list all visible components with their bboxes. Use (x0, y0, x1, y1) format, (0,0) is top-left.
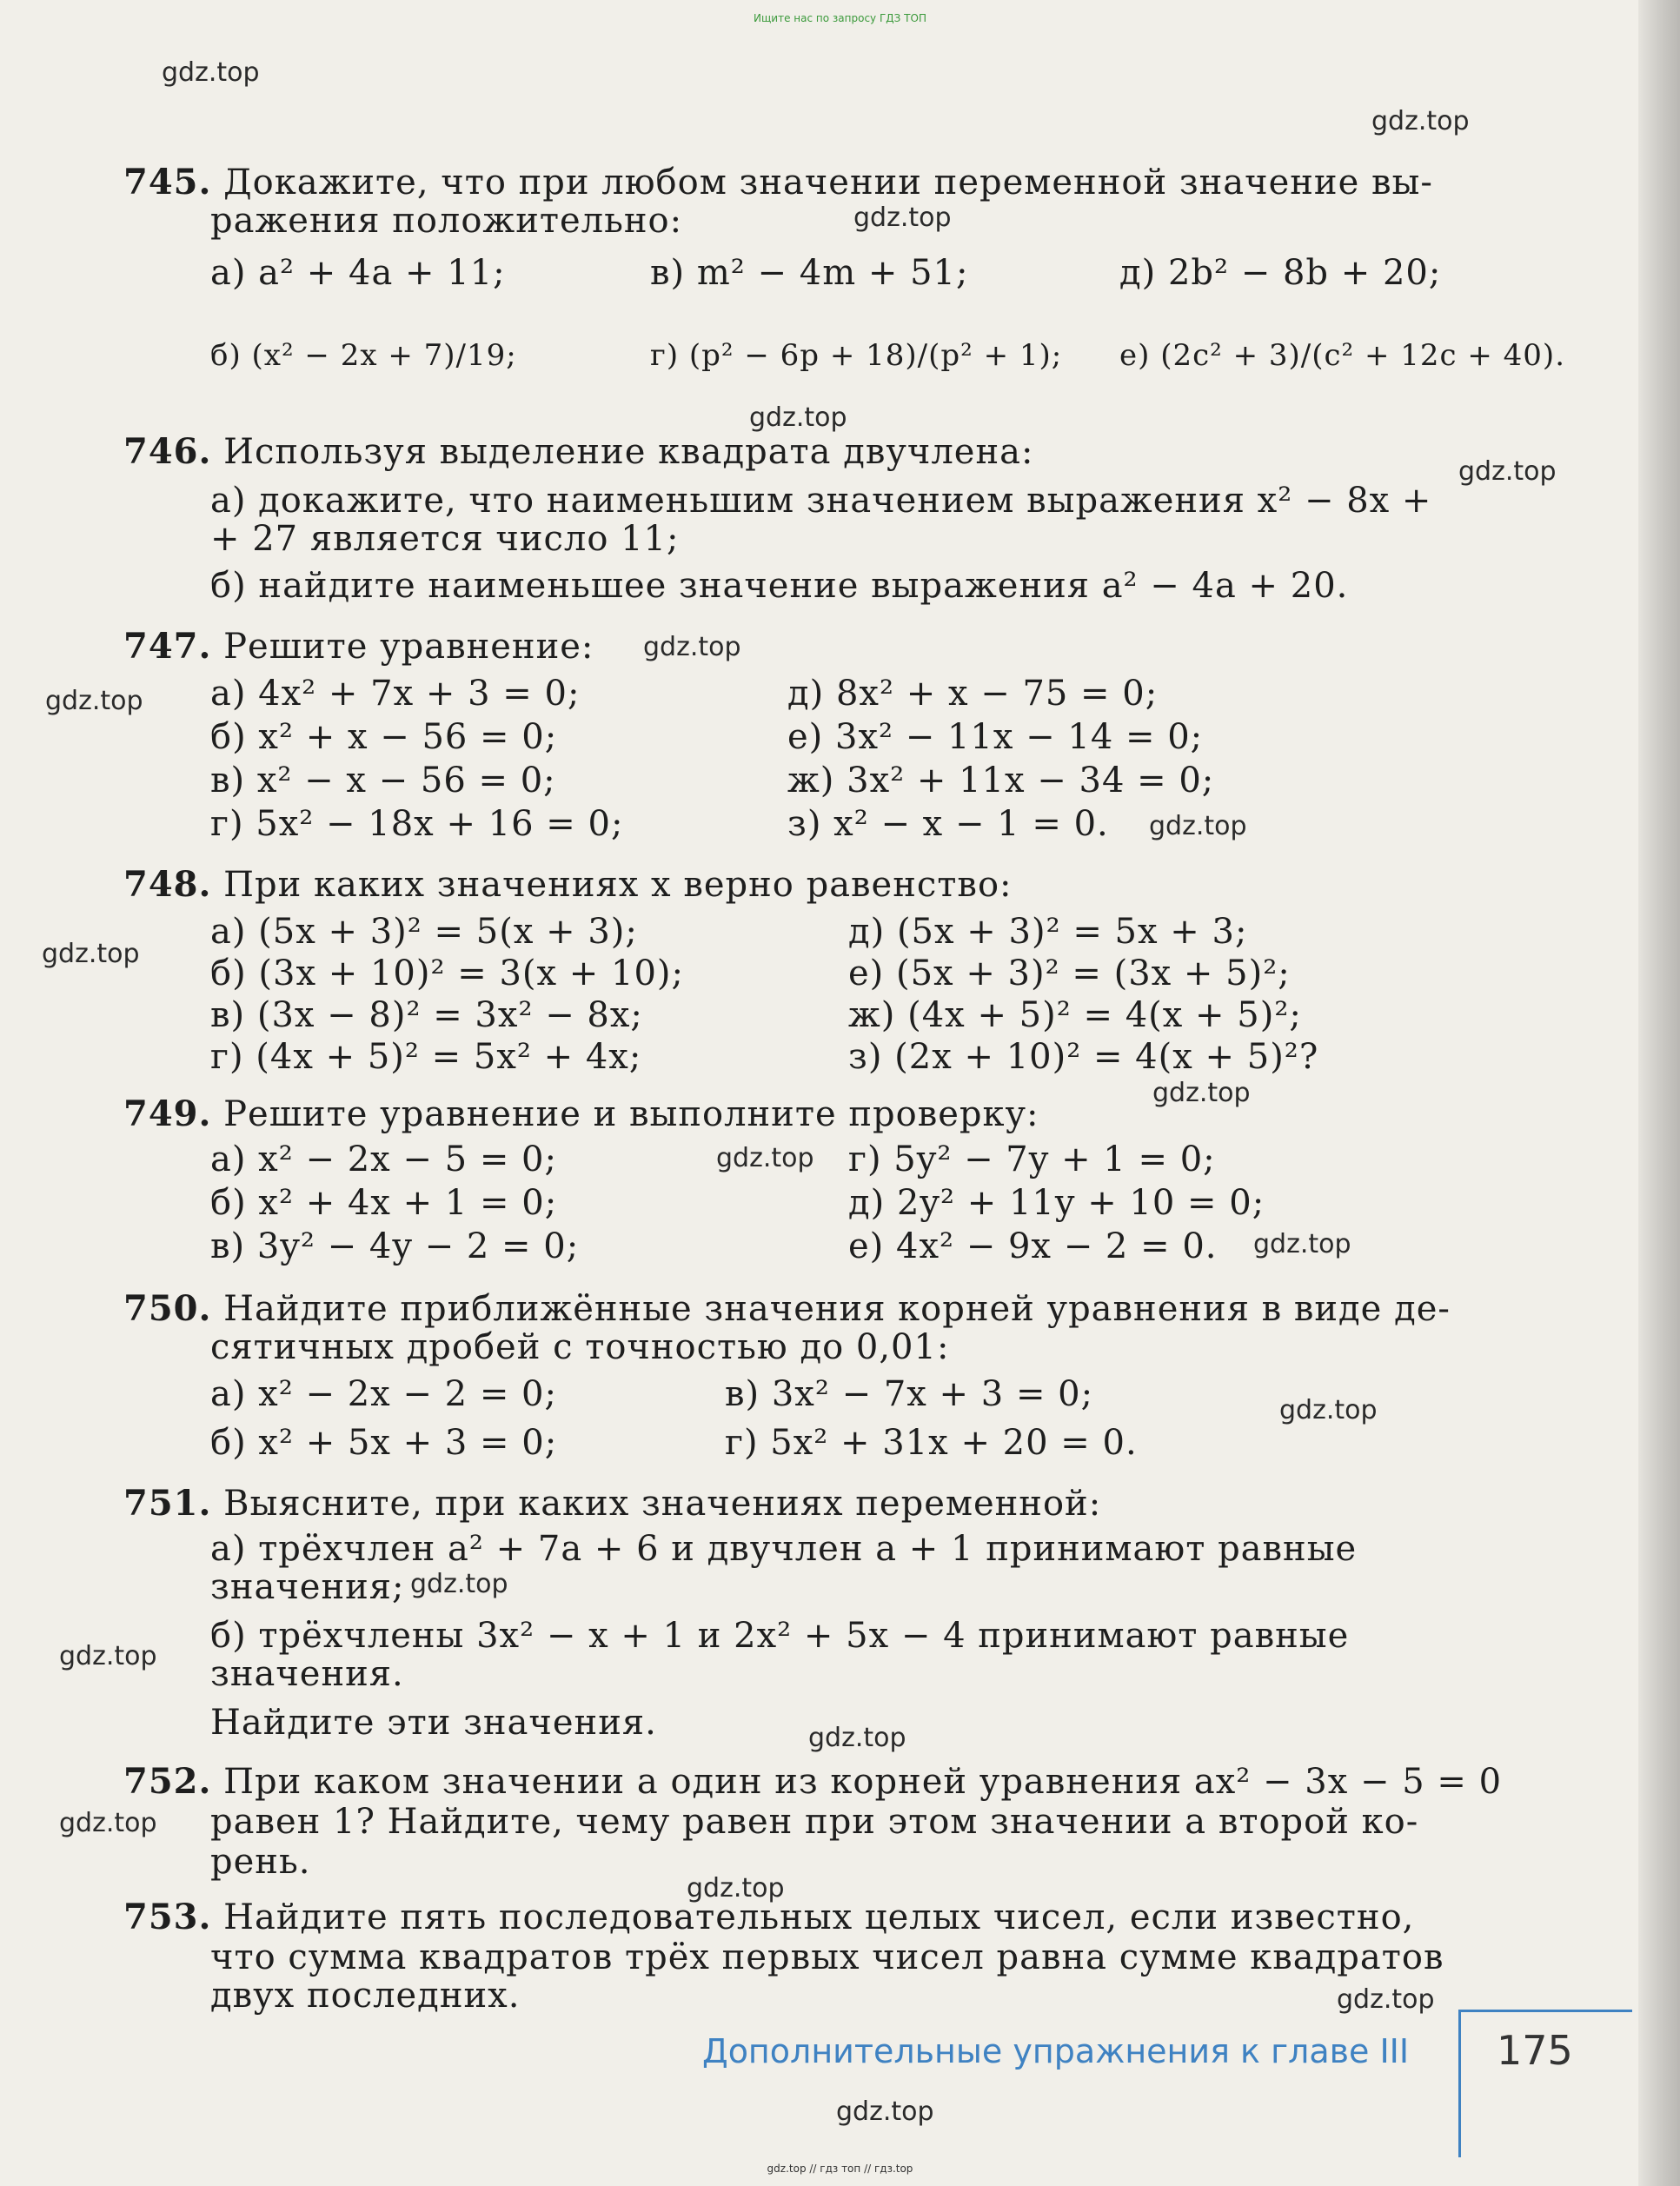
watermark: gdz.top (1279, 1395, 1378, 1425)
watermark: gdz.top (42, 939, 140, 969)
problem-746-a-2: + 27 является число 11; (210, 519, 680, 559)
problem-749-g: г) 5y² − 7y + 1 = 0; (848, 1140, 1216, 1179)
problem-749-e: е) 4x² − 9x − 2 = 0. (848, 1226, 1218, 1266)
problem-748-z: з) (2x + 10)² = 4(x + 5)²? (848, 1037, 1319, 1077)
problem-748-zh: ж) (4x + 5)² = 4(x + 5)²; (848, 995, 1302, 1035)
header-note: Ищите нас по запросу ГДЗ ТОП (754, 12, 926, 24)
problem-747-v: в) x² − x − 56 = 0; (210, 761, 556, 801)
problem-747-z: з) x² − x − 1 = 0. (787, 804, 1109, 844)
watermark: gdz.top (1337, 1984, 1435, 2015)
problem-748-e: е) (5x + 3)² = (3x + 5)²; (848, 953, 1291, 993)
problem-745-b: б) (x² − 2x + 7)/19; (210, 338, 517, 373)
problem-752-line-3: рень. (210, 1842, 311, 1882)
problem-748-v: в) (3x − 8)² = 3x² − 8x; (210, 995, 643, 1035)
problem-745-g: г) (p² − 6p + 18)/(p² + 1); (650, 338, 1063, 373)
page-number-frame-top (1458, 2010, 1632, 2012)
problem-750-b: б) x² + 5x + 3 = 0; (210, 1423, 558, 1463)
problem-747-b: б) x² + x − 56 = 0; (210, 717, 558, 757)
problem-748-d: д) (5x + 3)² = 5x + 3; (848, 912, 1248, 952)
watermark: gdz.top (716, 1143, 814, 1173)
problem-750-g: г) 5x² + 31x + 20 = 0. (725, 1423, 1138, 1463)
watermark: gdz.top (1371, 106, 1470, 136)
watermark: gdz.top (853, 203, 952, 233)
problem-747-line-1: 747. Решите уравнение: (123, 626, 594, 667)
problem-753-line-1: 753. Найдите пять последовательных целых чисел, если известно, (123, 1897, 1415, 1937)
problem-745-v: в) m² − 4m + 51; (650, 253, 969, 293)
watermark: gdz.top (1458, 456, 1557, 487)
problem-752-line-2: равен 1? Найдите, чему равен при этом значении a второй ко- (210, 1802, 1419, 1842)
problem-751-a-1: а) трёхчлен a² + 7a + 6 и двучлен a + 1 принимают равные (210, 1529, 1358, 1569)
problem-749-a: а) x² − 2x − 5 = 0; (210, 1140, 557, 1179)
problem-751-b-2: значения. (210, 1654, 404, 1694)
problem-749-b: б) x² + 4x + 1 = 0; (210, 1183, 558, 1223)
page-number-frame (1458, 2010, 1461, 2157)
problem-746-a-1: а) докажите, что наименьшим значением выражения x² − 8x + (210, 481, 1432, 521)
problem-750-v: в) 3x² − 7x + 3 = 0; (725, 1374, 1094, 1414)
watermark: gdz.top (687, 1873, 785, 1904)
problem-752-line-1: 752. При каком значении a один из корней уравнения ax² − 3x − 5 = 0 (123, 1761, 1503, 1802)
problem-751-a-2: значения; (210, 1567, 405, 1607)
problem-748-g: г) (4x + 5)² = 5x² + 4x; (210, 1037, 642, 1077)
watermark: gdz.top (410, 1569, 508, 1599)
watermark: gdz.top (643, 632, 741, 662)
problem-745-d: д) 2b² − 8b + 20; (1119, 253, 1442, 293)
problem-753-line-3: двух последних. (210, 1976, 521, 2016)
watermark: gdz.top (1149, 811, 1247, 841)
watermark: gdz.top (45, 686, 143, 716)
problem-747-g: г) 5x² − 18x + 16 = 0; (210, 804, 624, 844)
problem-751-line-1: 751. Выясните, при каких значениях переменной: (123, 1483, 1102, 1524)
problem-747-d: д) 8x² + x − 75 = 0; (787, 674, 1159, 714)
footer-note: gdz.top // гдз топ // гдз.top (767, 2163, 913, 2175)
problem-749-v: в) 3y² − 4y − 2 = 0; (210, 1226, 580, 1266)
problem-746-line-1: 746. Используя выделение квадрата двучлена: (123, 431, 1034, 472)
watermark: gdz.top (59, 1808, 157, 1838)
problem-748-a: а) (5x + 3)² = 5(x + 3); (210, 912, 638, 952)
watermark: gdz.top (749, 402, 847, 433)
section-title: Дополнительные упражнения к главе III (702, 2032, 1410, 2070)
problem-747-zh: ж) 3x² + 11x − 34 = 0; (787, 761, 1215, 801)
problem-745-line-2: ражения положительно: (210, 201, 683, 241)
problem-753-line-2: что сумма квадратов трёх первых чисел равна сумме квадратов (210, 1937, 1444, 1977)
problem-750-line-1: 750. Найдите приближённые значения корней уравнения в виде де- (123, 1288, 1451, 1329)
problem-750-line-2: сятичных дробей с точностью до 0,01: (210, 1327, 950, 1367)
problem-751-c: Найдите эти значения. (210, 1703, 657, 1743)
problem-745-e: е) (2c² + 3)/(c² + 12c + 40). (1119, 338, 1566, 373)
problem-749-d: д) 2y² + 11y + 10 = 0; (848, 1183, 1265, 1223)
problem-749-line-1: 749. Решите уравнение и выполните проверку: (123, 1093, 1039, 1134)
problem-747-e: е) 3x² − 11x − 14 = 0; (787, 717, 1204, 757)
problem-748-line-1: 748. При каких значениях x верно равенство: (123, 864, 1013, 905)
watermark: gdz.top (162, 57, 260, 88)
watermark: gdz.top (1152, 1078, 1251, 1108)
problem-745-a: а) a² + 4a + 11; (210, 253, 506, 293)
watermark: gdz.top (1253, 1229, 1351, 1259)
problem-751-b-1: б) трёхчлены 3x² − x + 1 и 2x² + 5x − 4 принимают равные (210, 1616, 1350, 1656)
problem-748-b: б) (3x + 10)² = 3(x + 10); (210, 953, 684, 993)
problem-747-a: а) 4x² + 7x + 3 = 0; (210, 674, 581, 714)
watermark: gdz.top (808, 1723, 906, 1753)
problem-745-line-1: 745. Докажите, что при любом значении переменной значение вы- (123, 162, 1433, 203)
watermark: gdz.top (59, 1641, 157, 1671)
problem-746-b: б) найдите наименьшее значение выражения a² − 4a + 20. (210, 566, 1349, 606)
page-number: 175 (1497, 2027, 1573, 2074)
watermark: gdz.top (836, 2096, 934, 2127)
problem-750-a: а) x² − 2x − 2 = 0; (210, 1374, 557, 1414)
page-edge (1638, 0, 1680, 2186)
